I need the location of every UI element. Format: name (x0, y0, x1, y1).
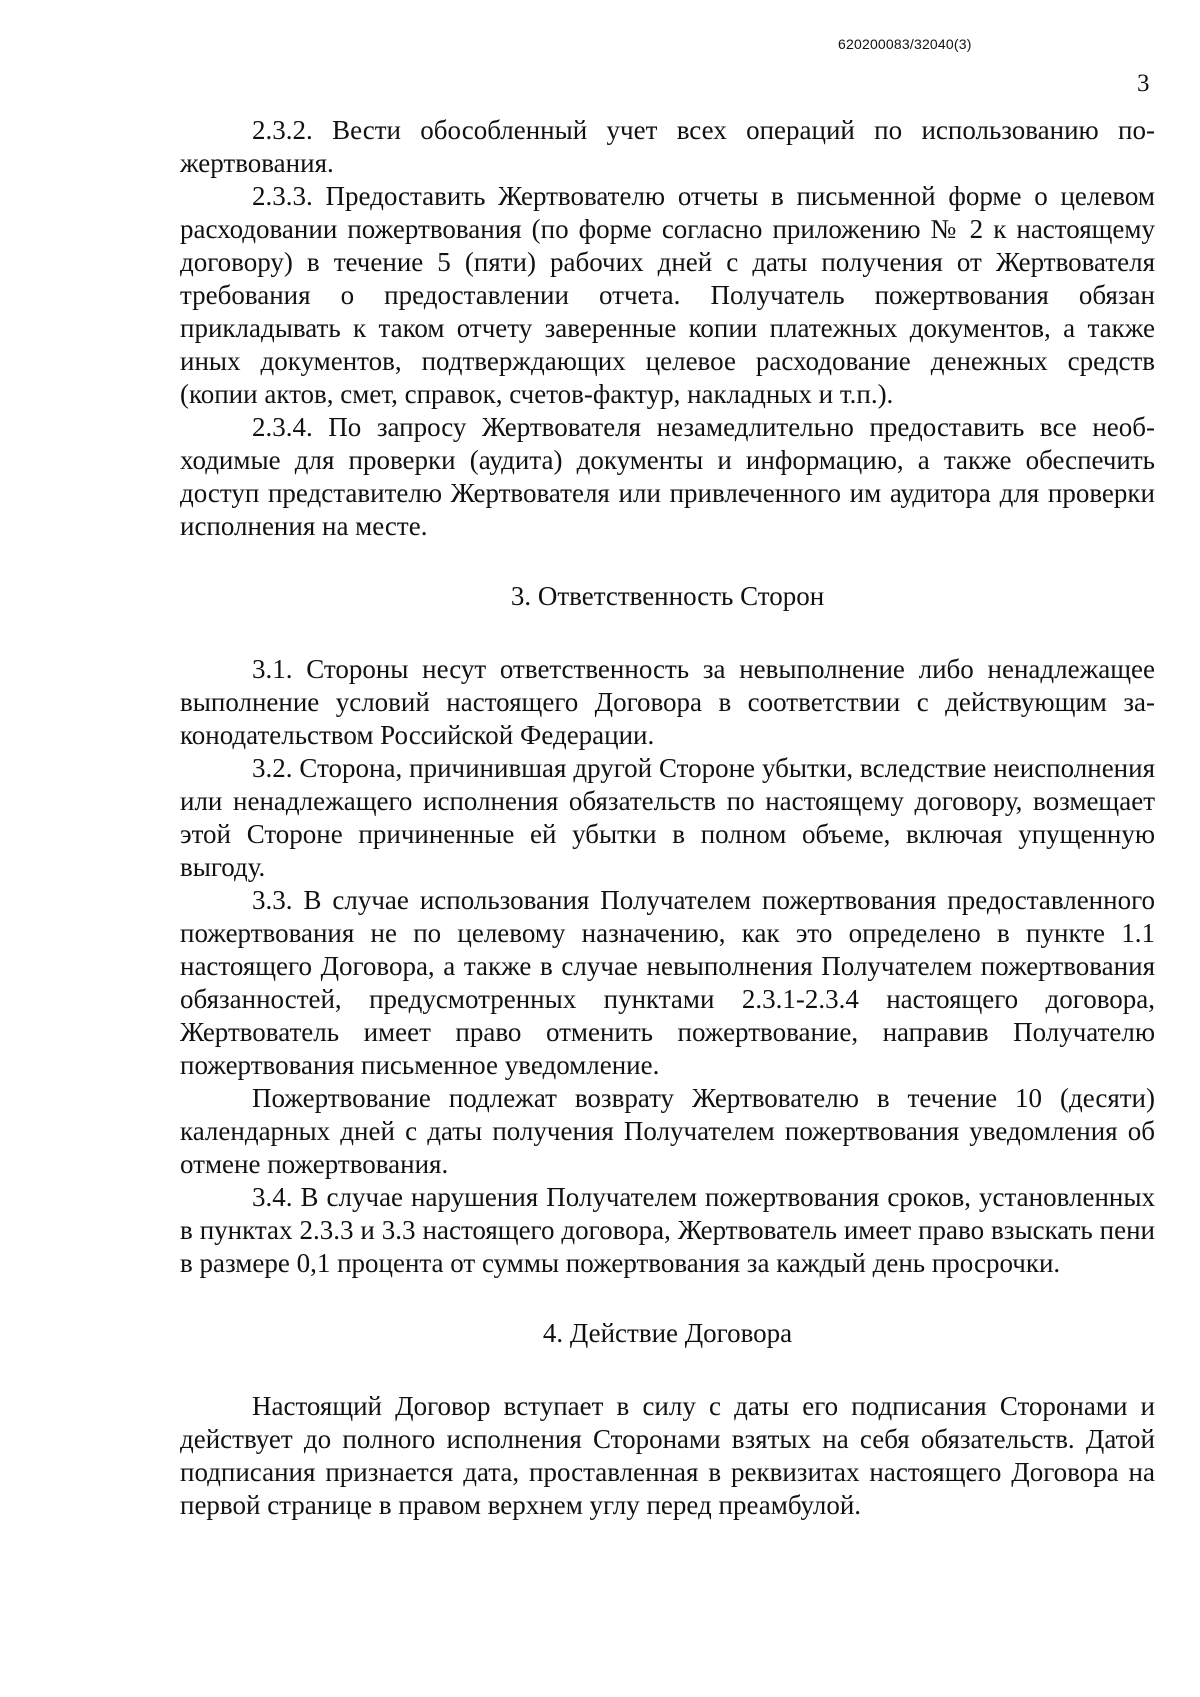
paragraph-2-3-3: 2.3.3. Предоставить Жертвователю отчеты в письменной форме о целевом расходовании пожертвования (по форме согласно приложению № 2 к настоящему договору) в течение 5 (пяти) рабочих дней с даты получения от Жертвователя требования о предоставлении отчета. Получатель пожертвования обязан прикладывать к таком отчету заверенные копии платежных документов, а также иных документов, подтверждающих целевое расходование денежных средств (копии актов, смет, справок, счетов-фактур, накладных и т.п.). (180, 181, 1155, 409)
paragraph-3-4: 3.4. В случае нарушения Получателем пожертвования сроков, установленных в пунктах 2.3.3 и 3.3 настоящего договора, Жертвователь имеет право взыскать пени в размере 0,1 процента от суммы пожертвования за каждый день просрочки. (180, 1182, 1155, 1278)
paragraph-3-2: 3.2. Сторона, причинившая другой Стороне убытки, вследствие неисполнения или ненадлежащего исполнения обязательств по настоящему договору, возмещает этой Стороне причиненные ей убытки в полном объеме, включая упущенную выгоду. (180, 753, 1155, 882)
paragraph-2-3-2: 2.3.2. Вести обособленный учет всех операций по использованию пожертвования. (180, 115, 1155, 178)
paragraph-2-3-4: 2.3.4. По запросу Жертвователя незамедлительно предоставить все необходимые для проверки (аудита) документы и информацию, а также обеспечить доступ представителю Жертвователя или привлеченного им аудитора для проверки исполнения на месте. (180, 412, 1155, 541)
document-id: 620200083/32040(3) (838, 36, 972, 52)
section-4-title: 4. Действие Договора (542, 1318, 793, 1348)
paragraph-4: Настоящий Договор вступает в силу с даты его подписания Сторонами и действует до полного исполнения Сторонами взятых на себя обязательств. Датой подписания признается дата, проставленная в реквизитах настоящего Договора на первой странице в правом верхнем углу перед преамбулой. (180, 1391, 1155, 1520)
section-3-title: 3. Ответственность Сторон (510, 581, 825, 611)
page-number: 3 (1137, 70, 1150, 97)
paragraph-3-3-return: Пожертвование подлежат возврату Жертвователю в течение 10 (десяти) календарных дней с даты получения Получателем пожертвования уведомления об отмене пожертвования. (180, 1083, 1155, 1179)
paragraph-3-3: 3.3. В случае использования Получателем пожертвования предоставленного пожертвования не по целевому назначению, как это определено в пункте 1.1 настоящего Договора, а также в случае невыполнения Получателем пожертвования обязанностей, предусмотренных пунктами 2.3.1-2.3.4 настоящего договора, Жертвователь имеет право отменить пожертвование, направив Получателю пожертвования письменное уведомление. (180, 885, 1155, 1080)
paragraph-3-1: 3.1. Стороны несут ответственность за невыполнение либо ненадлежащее выполнение условий настоящего Договора в соответствии с действующим законодательством Российской Федерации. (180, 654, 1155, 750)
document-body (180, 114, 1155, 1522)
